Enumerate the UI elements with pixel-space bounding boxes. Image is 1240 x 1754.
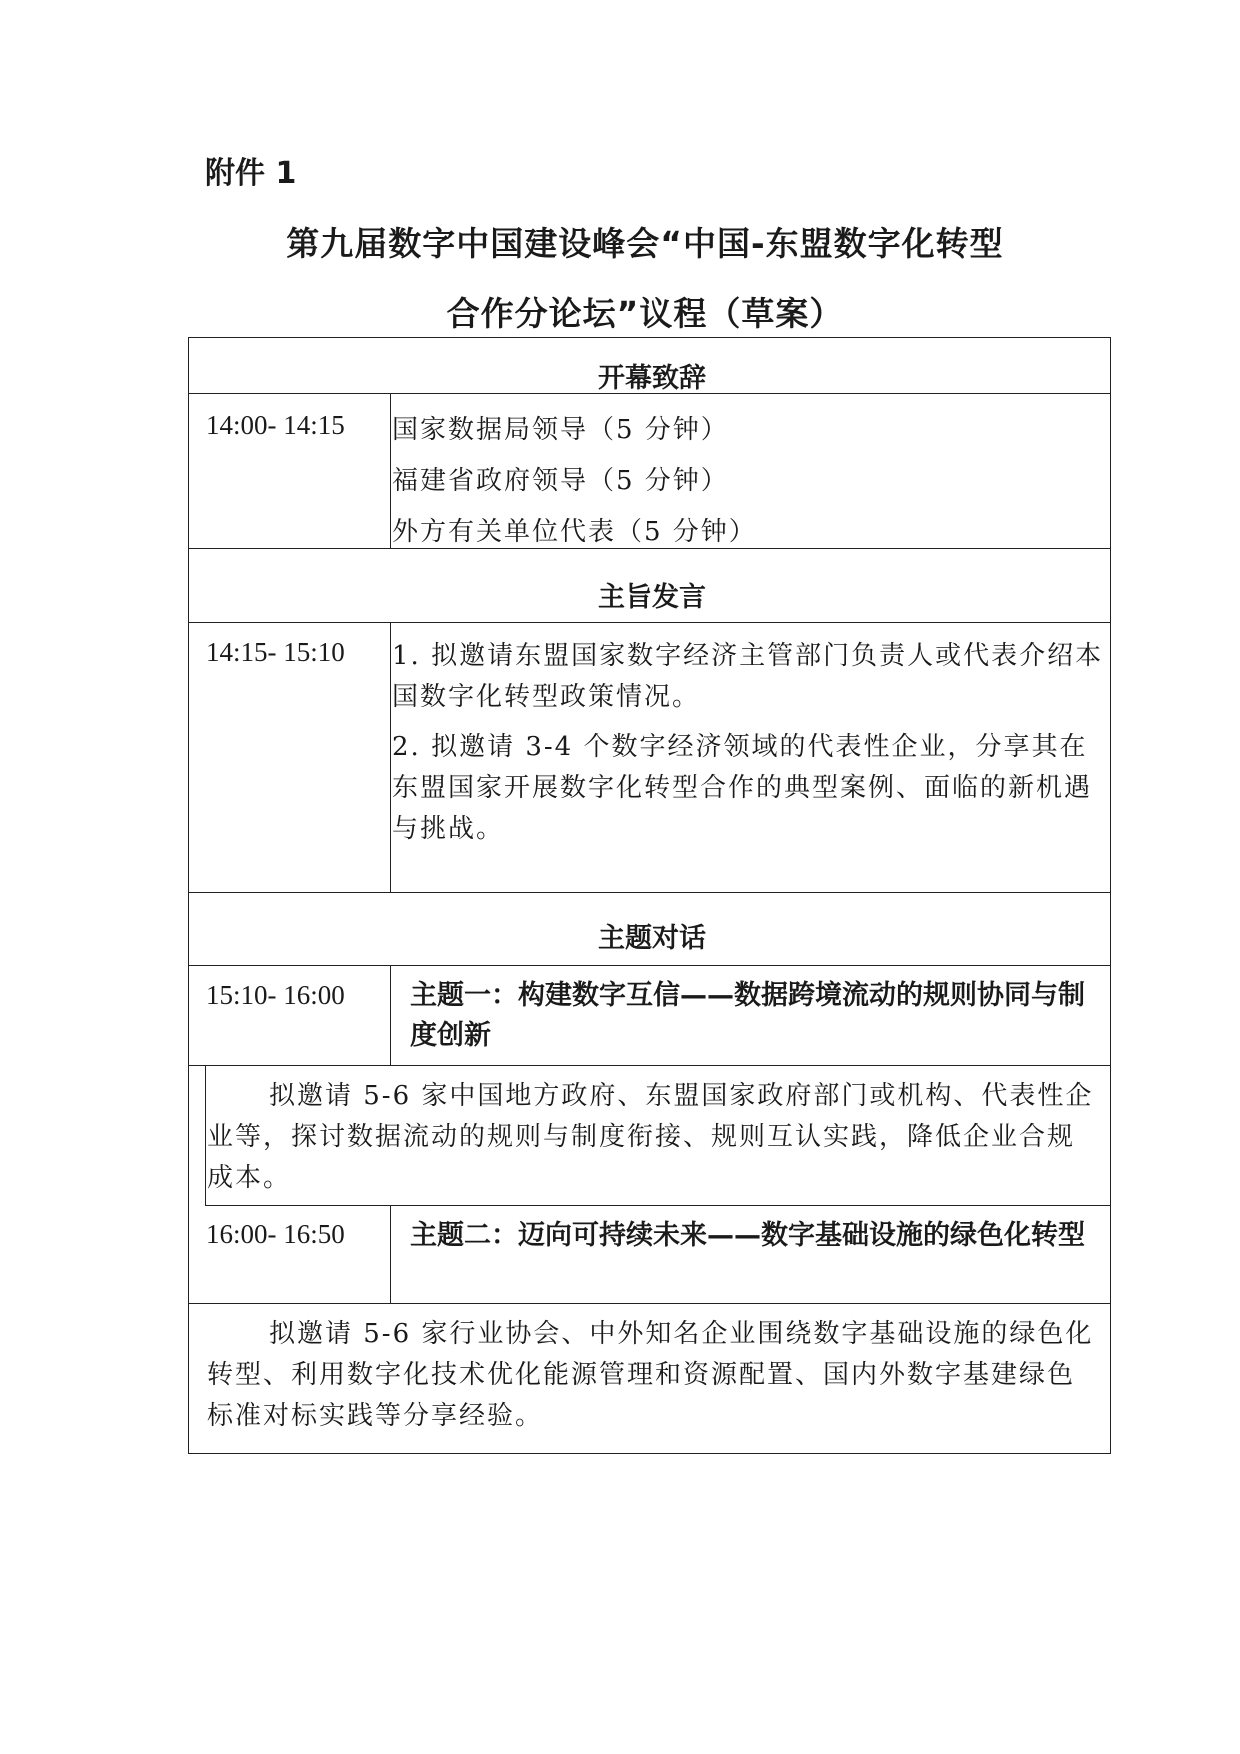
topic1-description: 拟邀请 5-6 家中国地方政府、东盟国家政府部门或机构、代表性企业等，探讨数据流动的规则与制度衔接、规则互认实践，降低企业合规成本。 <box>207 1081 1094 1193</box>
topic1-time: 15:10- 16:00 <box>206 980 345 1010</box>
topic2-time: 16:00- 16:50 <box>206 1219 345 1249</box>
agenda-table <box>188 337 1111 1454</box>
keynote-item-1: 1. 拟邀请东盟国家数字经济主管部门负责人或代表介绍本国数字化转型政策情况。 <box>392 641 1104 712</box>
document-title-line-2: 合作分论坛”议程（草案） <box>446 294 844 333</box>
section-header-keynote: 主旨发言 <box>598 582 706 613</box>
topic2-description: 拟邀请 5-6 家行业协会、中外知名企业围绕数字基础设施的绿色化转型、利用数字化技术优化能源管理和资源配置、国内外数字基建绿色标准对标实践等分享经验。 <box>207 1319 1094 1431</box>
attachment-label: 附件 1 <box>205 156 297 191</box>
topic2-title: 主题二：迈向可持续未来——数字基础设施的绿色化转型 <box>410 1220 1085 1251</box>
keynote-item-2: 2. 拟邀请 3-4 个数字经济领域的代表性企业，分享其在东盟国家开展数字化转型合作的典型案例、面临的新机遇与挑战。 <box>392 732 1093 844</box>
opening-speaker-1: 国家数据局领导（5 分钟） <box>392 415 729 445</box>
opening-speaker-2: 福建省政府领导（5 分钟） <box>392 466 729 496</box>
topic1-title: 主题一：构建数字互信——数据跨境流动的规则协同与制度创新 <box>410 980 1085 1051</box>
opening-speaker-3: 外方有关单位代表（5 分钟） <box>392 517 757 547</box>
opening-time: 14:00- 14:15 <box>206 410 345 440</box>
document-title-line-1: 第九届数字中国建设峰会“中国-东盟数字化转型 <box>286 224 1004 263</box>
section-header-opening: 开幕致辞 <box>598 363 706 394</box>
section-header-dialogue: 主题对话 <box>598 923 706 954</box>
keynote-time: 14:15- 15:10 <box>206 637 345 667</box>
